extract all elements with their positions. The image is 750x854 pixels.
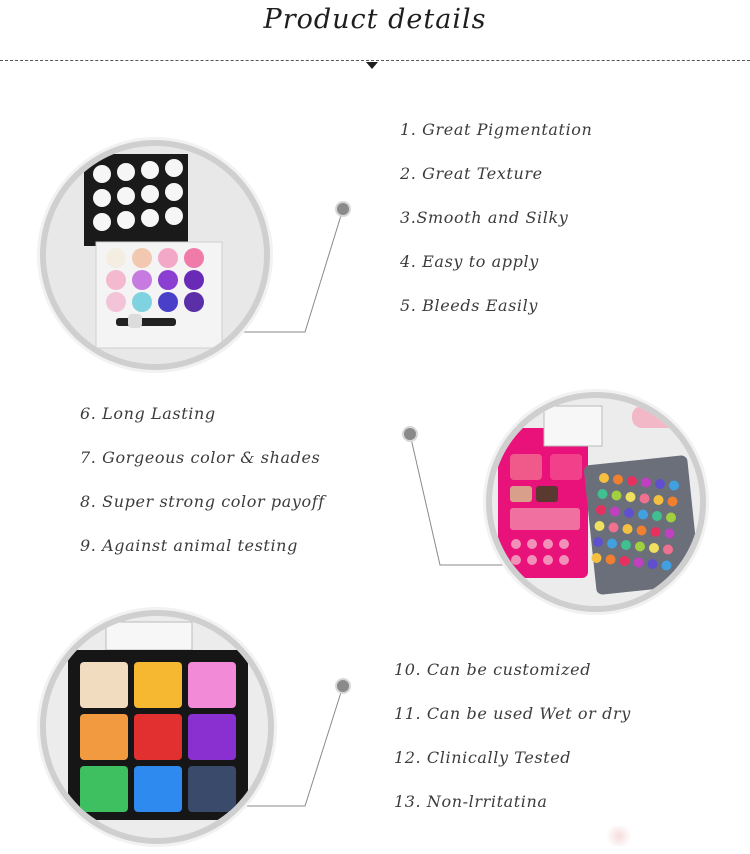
section-divider bbox=[0, 60, 750, 61]
divider-arrow-icon bbox=[366, 62, 378, 69]
feature-item: 2. Great Texture bbox=[400, 164, 543, 183]
eyeshadow-dot bbox=[627, 476, 637, 486]
eyeshadow-dot bbox=[651, 527, 661, 537]
eyeshadow-pan bbox=[106, 292, 126, 312]
eyeshadow-dot bbox=[654, 495, 664, 505]
eyeshadow-dot bbox=[595, 521, 605, 531]
eyeshadow-dot bbox=[648, 559, 658, 569]
eyeshadow-dot bbox=[606, 555, 616, 565]
eyeshadow-dot bbox=[662, 561, 672, 571]
eyeshadow-dot bbox=[609, 523, 619, 533]
product-image-palette-1 bbox=[40, 140, 270, 370]
eyeshadow-dot bbox=[637, 526, 647, 536]
eyeshadow-pan bbox=[132, 248, 152, 268]
eyeshadow-pan bbox=[158, 248, 178, 268]
eyeshadow-pan bbox=[134, 662, 182, 708]
eyeshadow-dot bbox=[596, 505, 606, 515]
feature-item: 7. Gorgeous color & shades bbox=[80, 448, 321, 467]
eyeshadow-dot bbox=[623, 524, 633, 534]
feature-item: 6. Long Lasting bbox=[80, 404, 216, 423]
feature-item: 11. Can be used Wet or dry bbox=[394, 704, 631, 723]
eyeshadow-dot bbox=[641, 478, 651, 488]
feature-item: 5. Bleeds Easily bbox=[400, 296, 539, 315]
feature-item: 12. Clinically Tested bbox=[394, 748, 572, 767]
eyeshadow-pan bbox=[184, 270, 204, 290]
eyeshadow-pan bbox=[106, 270, 126, 290]
eyeshadow-dot bbox=[665, 529, 675, 539]
eyeshadow-dot bbox=[621, 540, 631, 550]
feature-item: 10. Can be customized bbox=[394, 660, 592, 679]
feature-item: 8. Super strong color payoff bbox=[80, 492, 325, 511]
eyeshadow-dot bbox=[652, 511, 662, 521]
eyeshadow-dot bbox=[640, 494, 650, 504]
feature-item: 3.Smooth and Silky bbox=[400, 208, 569, 227]
product-image-palette-2 bbox=[486, 392, 706, 612]
feature-item: 1. Great Pigmentation bbox=[400, 120, 593, 139]
eyeshadow-pan bbox=[158, 270, 178, 290]
eyeshadow-pan bbox=[134, 714, 182, 760]
eyeshadow-dot bbox=[638, 510, 648, 520]
eyeshadow-dot bbox=[613, 475, 623, 485]
eyeshadow-dot bbox=[663, 545, 673, 555]
eyeshadow-dot bbox=[635, 542, 645, 552]
black-palette-illustration bbox=[46, 616, 268, 838]
callout-dot-3 bbox=[335, 678, 351, 694]
eyeshadow-pan bbox=[80, 766, 128, 812]
feature-item: 13. Non-lrritatina bbox=[394, 792, 548, 811]
white-palette-illustration bbox=[46, 146, 264, 364]
feature-item: 4. Easy to apply bbox=[400, 252, 539, 271]
product-image-palette-3 bbox=[40, 610, 274, 844]
eyeshadow-dot bbox=[620, 556, 630, 566]
eyeshadow-dot bbox=[634, 558, 644, 568]
eyeshadow-pan bbox=[188, 766, 236, 812]
eyeshadow-dot bbox=[612, 491, 622, 501]
eyeshadow-pan bbox=[158, 292, 178, 312]
eyeshadow-pan bbox=[188, 714, 236, 760]
eyeshadow-dot bbox=[655, 479, 665, 489]
eyeshadow-dot bbox=[599, 473, 609, 483]
feature-item: 9. Against animal testing bbox=[80, 536, 298, 555]
eyeshadow-dot bbox=[626, 492, 636, 502]
eyeshadow-pan bbox=[80, 662, 128, 708]
eyeshadow-dot bbox=[610, 507, 620, 517]
eyeshadow-pan bbox=[132, 270, 152, 290]
eyeshadow-dot bbox=[666, 513, 676, 523]
eyeshadow-dot bbox=[669, 481, 679, 491]
feature-list-2 bbox=[80, 392, 325, 568]
eyeshadow-pan bbox=[80, 714, 128, 760]
decorative-smudge bbox=[604, 826, 634, 846]
eyeshadow-pan bbox=[106, 248, 126, 268]
callout-dot-1 bbox=[335, 201, 351, 217]
eyeshadow-dot bbox=[649, 543, 659, 553]
page-title: Product details bbox=[263, 4, 487, 35]
eyeshadow-pan bbox=[184, 292, 204, 312]
eyeshadow-dot bbox=[607, 539, 617, 549]
eyeshadow-pan bbox=[184, 248, 204, 268]
eyeshadow-dot bbox=[592, 553, 602, 563]
eyeshadow-dot bbox=[593, 537, 603, 547]
eyeshadow-dot bbox=[668, 497, 678, 507]
callout-dot-2 bbox=[402, 426, 418, 442]
eyeshadow-pan bbox=[188, 662, 236, 708]
feature-list-1 bbox=[400, 108, 592, 328]
pink-kit-illustration bbox=[492, 398, 700, 606]
eyeshadow-pan bbox=[132, 292, 152, 312]
feature-list-3 bbox=[394, 648, 631, 824]
eyeshadow-dot bbox=[624, 508, 634, 518]
eyeshadow-dot bbox=[598, 489, 608, 499]
eyeshadow-pan bbox=[134, 766, 182, 812]
